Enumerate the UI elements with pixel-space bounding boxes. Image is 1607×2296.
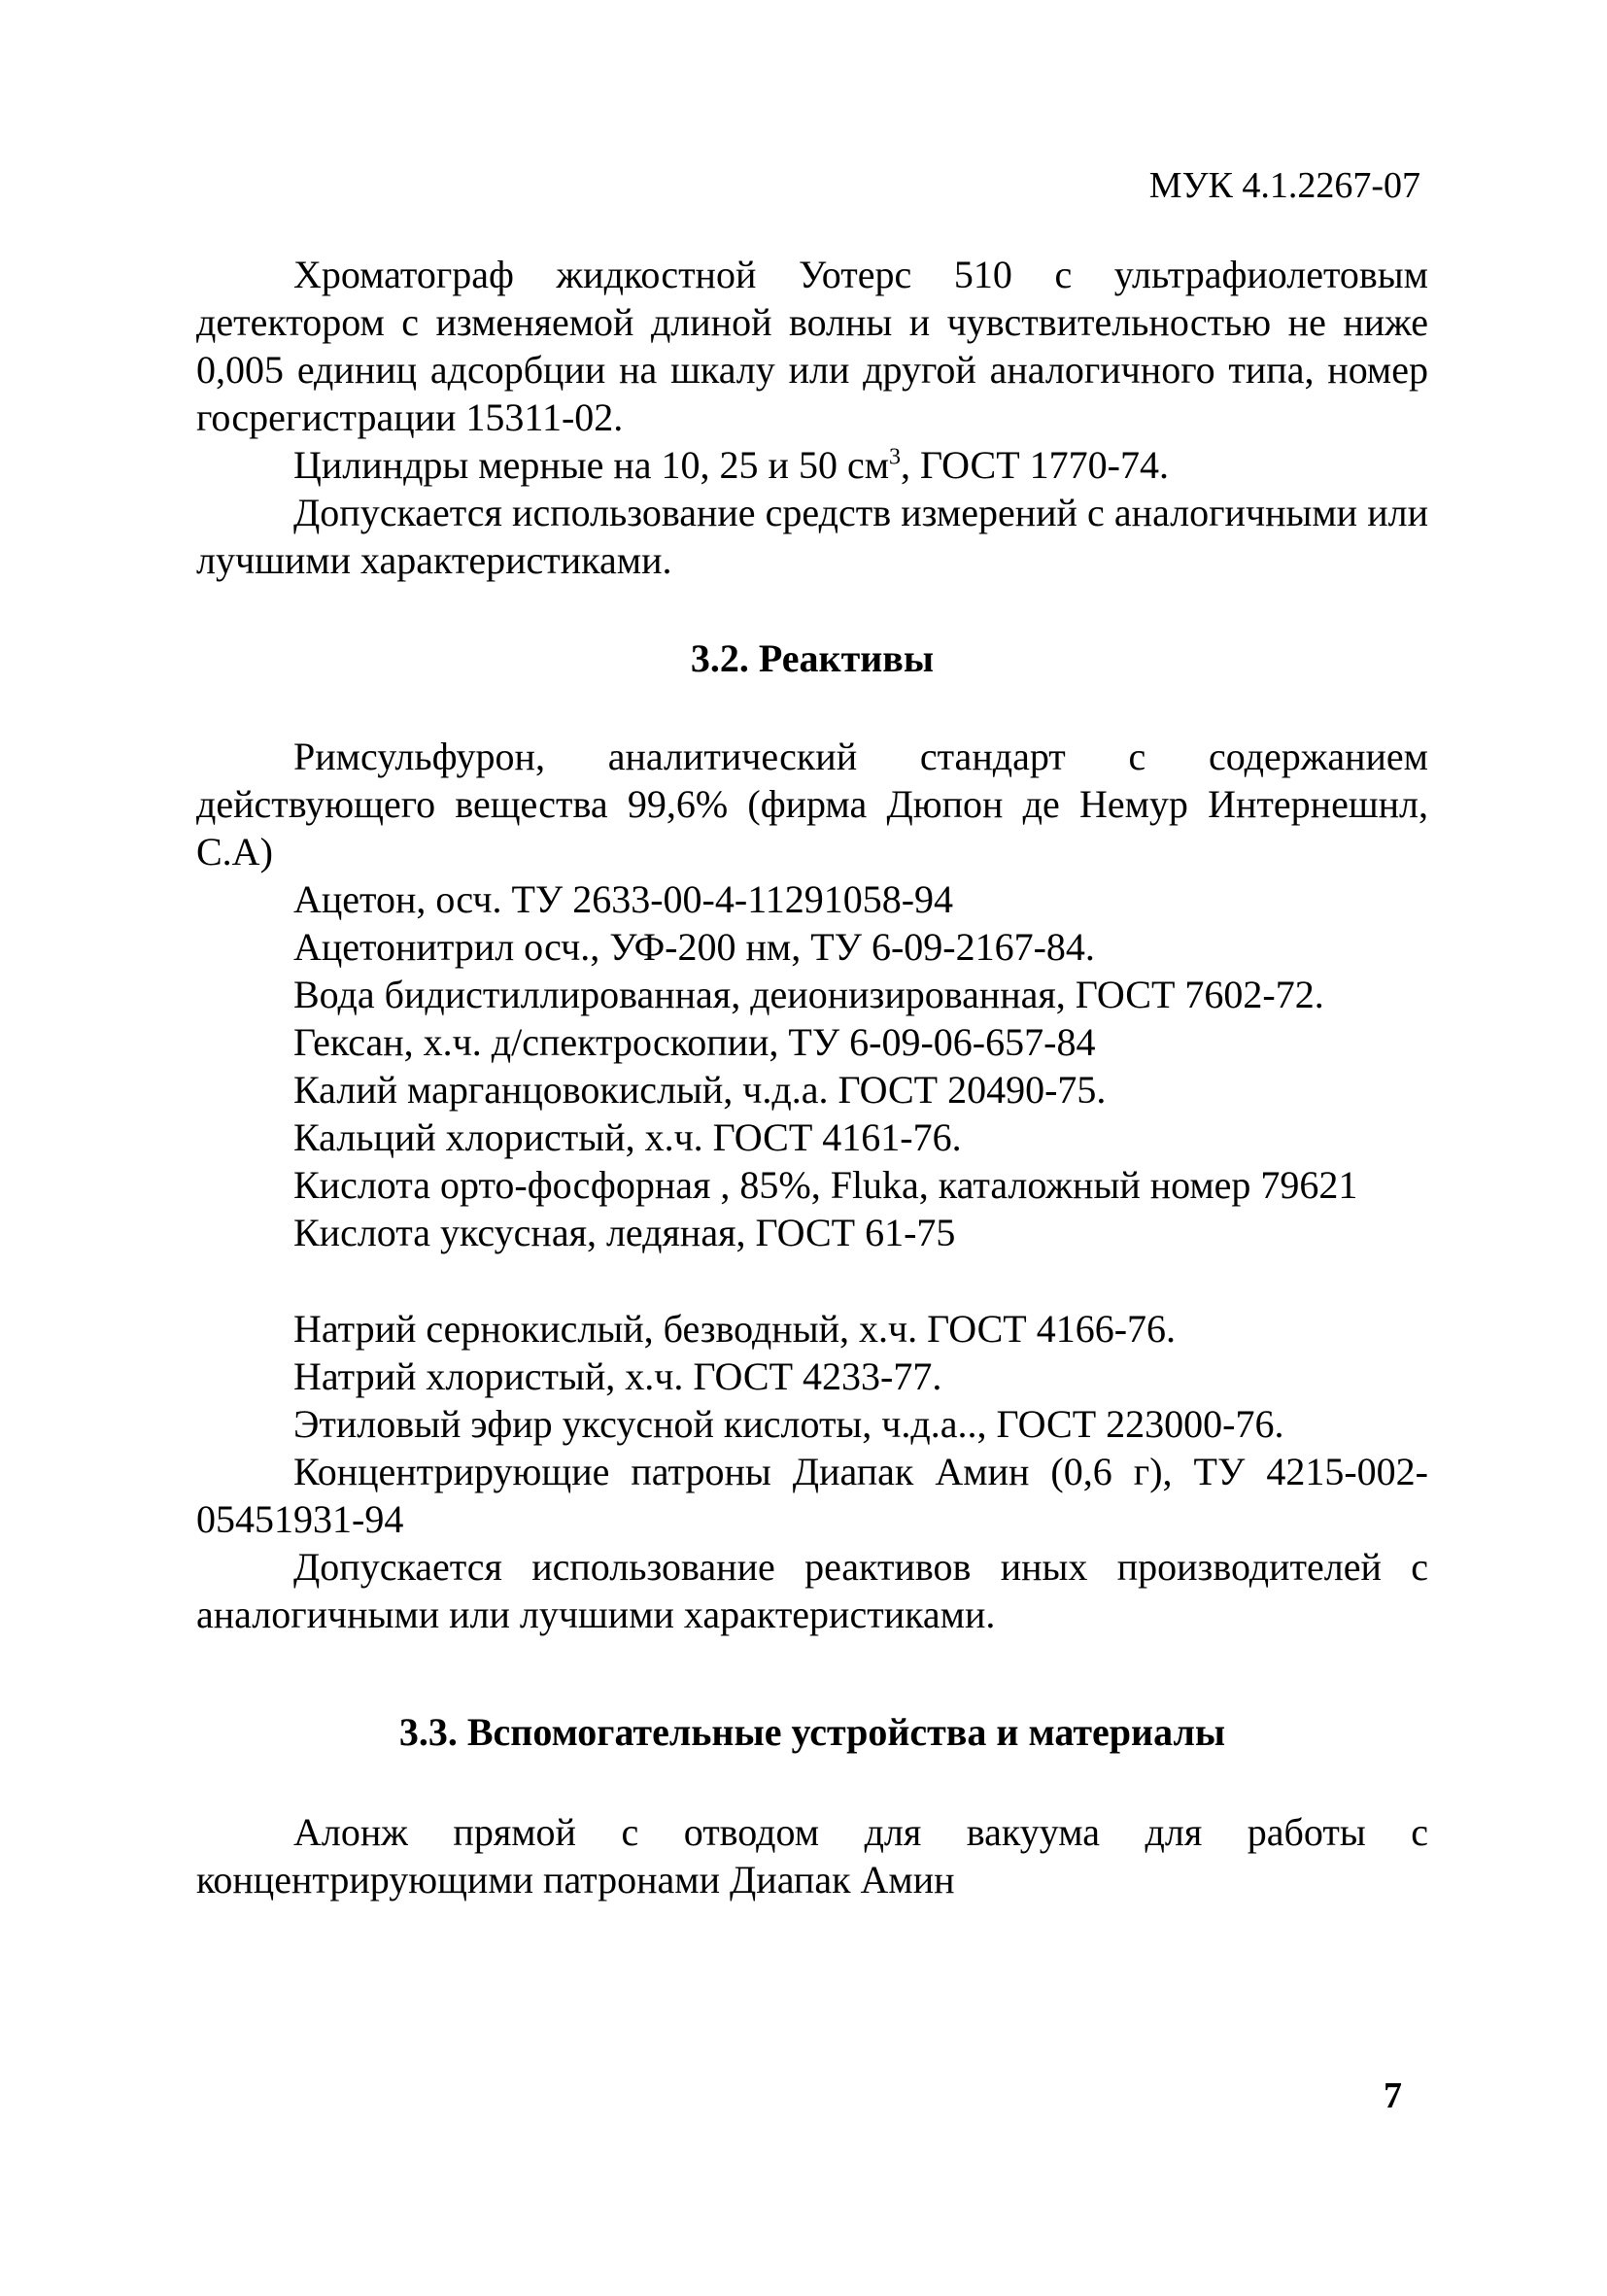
page-number: 7: [1384, 2075, 1402, 2116]
reagent-item: Натрий хлористый, х.ч. ГОСТ 4233-77.: [293, 1354, 942, 1398]
reagent-item: Натрий сернокислый, безводный, х.ч. ГОСТ 4166-76.: [293, 1307, 1177, 1351]
reagent-item: Ацетон, осч. ТУ 2633-00-4-11291058-94: [293, 877, 954, 921]
cylinders-superscript: 3: [889, 444, 902, 470]
reagent-item: Кислота орто-фосфорная , 85%, Fluka, каталожный номер 79621: [293, 1163, 1358, 1207]
allowed-instruments-paragraph: Допускается использование средств измерений с аналогичными или лучшими характеристиками.: [196, 491, 1428, 582]
reagent-item: Гексан, х.ч. д/спектроскопии, ТУ 6-09-06-657-84: [293, 1020, 1096, 1064]
reagent-item: Кислота уксусная, ледяная, ГОСТ 61-75: [293, 1211, 956, 1254]
chromatograph-paragraph: Хроматограф жидкостной Уотерс 510 с ультрафиолетовым детектором с изменяемой длиной волны и чувствительностью не ниже 0,005 единиц адсорбции на шкалу или другой аналогичного типа, номер госрегистрации 15311-02.: [196, 253, 1428, 439]
reagent-item: Калий марганцовокислый, ч.д.а. ГОСТ 20490-75.: [293, 1068, 1107, 1112]
cylinders-text: Цилиндры мерные на 10, 25 и 50 см: [293, 443, 890, 487]
blank-line: [196, 1256, 1428, 1305]
reagent-item: Кальций хлористый, х.ч. ГОСТ 4161-76.: [293, 1115, 962, 1159]
cylinders-paragraph: [196, 441, 1428, 489]
reagent-item: Вода бидистиллированная, деионизированная, ГОСТ 7602-72.: [293, 973, 1324, 1016]
page-content: [196, 251, 1428, 1903]
reagent-item: Концентрирующие патроны Диапак Амин (0,6 г), ТУ 4215-002-05451931-94: [196, 1450, 1428, 1541]
reagent-item: Ацетонитрил осч., УФ-200 нм, ТУ 6-09-2167-84.: [293, 925, 1095, 969]
document-code: МУК 4.1.2267-07: [1148, 165, 1420, 206]
auxiliary-item: Алонж прямой с отводом для вакуума для работы с концентрирующими патронами Диапак Амин: [196, 1810, 1428, 1902]
reagent-item: Этиловый эфир уксусной кислоты, ч.д.а.., ГОСТ 223000-76.: [293, 1402, 1284, 1446]
section-heading-reagents: 3.2. Реактивы: [690, 636, 935, 680]
section-heading-auxiliary: 3.3. Вспомогательные устройства и материалы: [398, 1710, 1226, 1754]
cylinders-standard: , ГОСТ 1770-74.: [901, 443, 1169, 487]
reagent-item: Римсульфурон, аналитический стандарт с содержанием действующего вещества 99,6% (фирма Дюпон де Немур Интернешнл, С.А): [196, 735, 1428, 874]
reagent-item: Допускается использование реактивов иных производителей с аналогичными или лучшими характеристиками.: [196, 1545, 1428, 1636]
